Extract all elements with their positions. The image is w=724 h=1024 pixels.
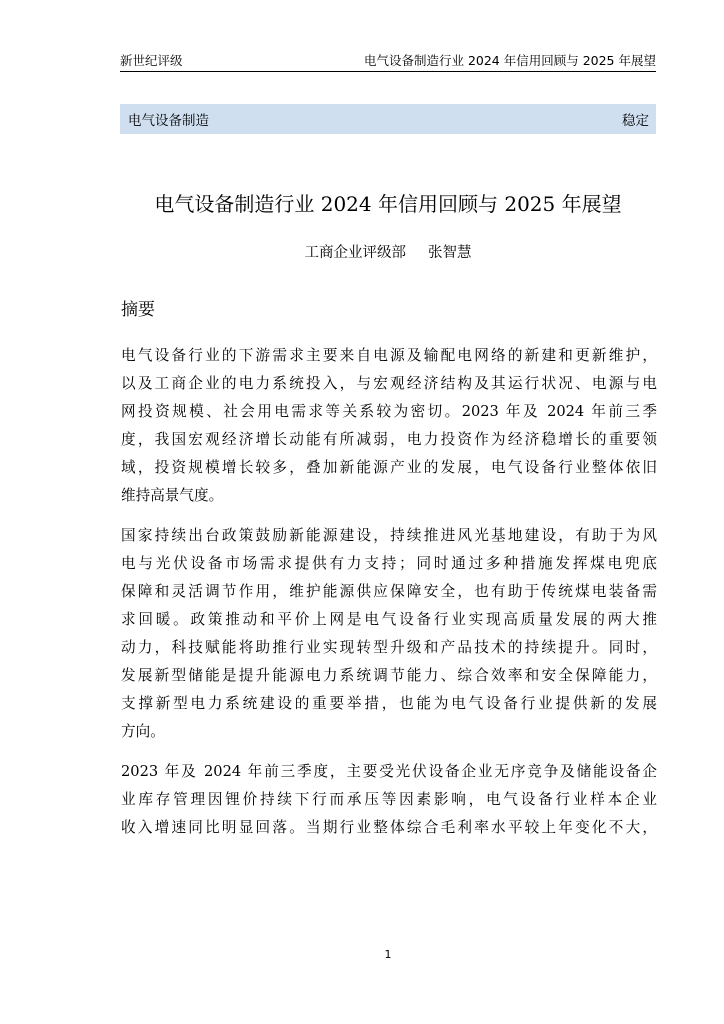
text-line: 度，我国宏观经济增长动能有所减弱，电力投资作为经济稳增长的重要领: [121, 431, 657, 448]
sector-industry: 电气设备制造: [128, 113, 209, 129]
text-line: 网投资规模、社会用电需求等关系较为密切。2023 年及 2024 年前三季: [121, 403, 657, 420]
text-line: 支撑新型电力系统建设的重要举措，也能为电气设备行业提供新的发展: [121, 695, 657, 712]
text-line: 电气设备行业的下游需求主要来自电源及输配电网络的新建和更新维护，: [121, 347, 657, 364]
page-header: [120, 52, 656, 72]
sector-bar: [120, 104, 656, 134]
header-publisher: 新世纪评级: [120, 53, 183, 68]
text-line: 以及工商企业的电力系统投入，与宏观经济结构及其运行状况、电源与电: [121, 375, 657, 392]
text-line: 收入增速同比明显回落。当期行业整体综合毛利率水平较上年变化不大，: [121, 819, 657, 836]
page-number: 1: [384, 948, 392, 961]
abstract-body: [121, 342, 657, 854]
document-title: 电气设备制造行业 2024 年信用回顾与 2025 年展望: [154, 192, 622, 216]
text-line: 2023 年及 2024 年前三季度，主要受光伏设备企业无序竞争及储能设备企: [121, 763, 657, 780]
paragraph-2: [121, 522, 657, 746]
text-line: 维持高景气度。: [121, 487, 224, 504]
text-line: 发展新型储能是提升能源电力系统调节能力、综合效率和安全保障能力，: [121, 667, 657, 684]
text-line: 域，投资规模增长较多，叠加新能源产业的发展，电气设备行业整体依旧: [121, 459, 657, 476]
paragraph-3: [121, 758, 657, 842]
text-line: 国家持续出台政策鼓励新能源建设，持续推进风光基地建设，有助于为风: [121, 527, 657, 544]
text-line: 业库存管理因锂价持续下行而承压等因素影响，电气设备行业样本企业: [121, 791, 657, 808]
paragraph-1: [121, 342, 657, 510]
author-name: 张智慧: [428, 245, 472, 261]
text-line: 方向。: [121, 723, 165, 740]
author-department: 工商企业评级部: [304, 245, 406, 261]
text-line: 电与光伏设备市场需求提供有力支持；同时通过多种措施发挥煤电兜底: [121, 555, 657, 572]
author-line: [100, 243, 676, 263]
text-line: 动力，科技赋能将助推行业实现转型升级和产品技术的持续提升。同时，: [121, 639, 657, 656]
text-line: 求回暖。政策推动和平价上网是电气设备行业实现高质量发展的两大推: [121, 611, 657, 628]
abstract-heading: 摘要: [121, 300, 155, 320]
header-report-title: 电气设备制造行业 2024 年信用回顾与 2025 年展望: [363, 53, 656, 68]
text-line: 保障和灵活调节作用，维护能源供应保障安全，也有助于传统煤电装备需: [121, 583, 657, 600]
sector-outlook: 稳定: [622, 113, 649, 129]
